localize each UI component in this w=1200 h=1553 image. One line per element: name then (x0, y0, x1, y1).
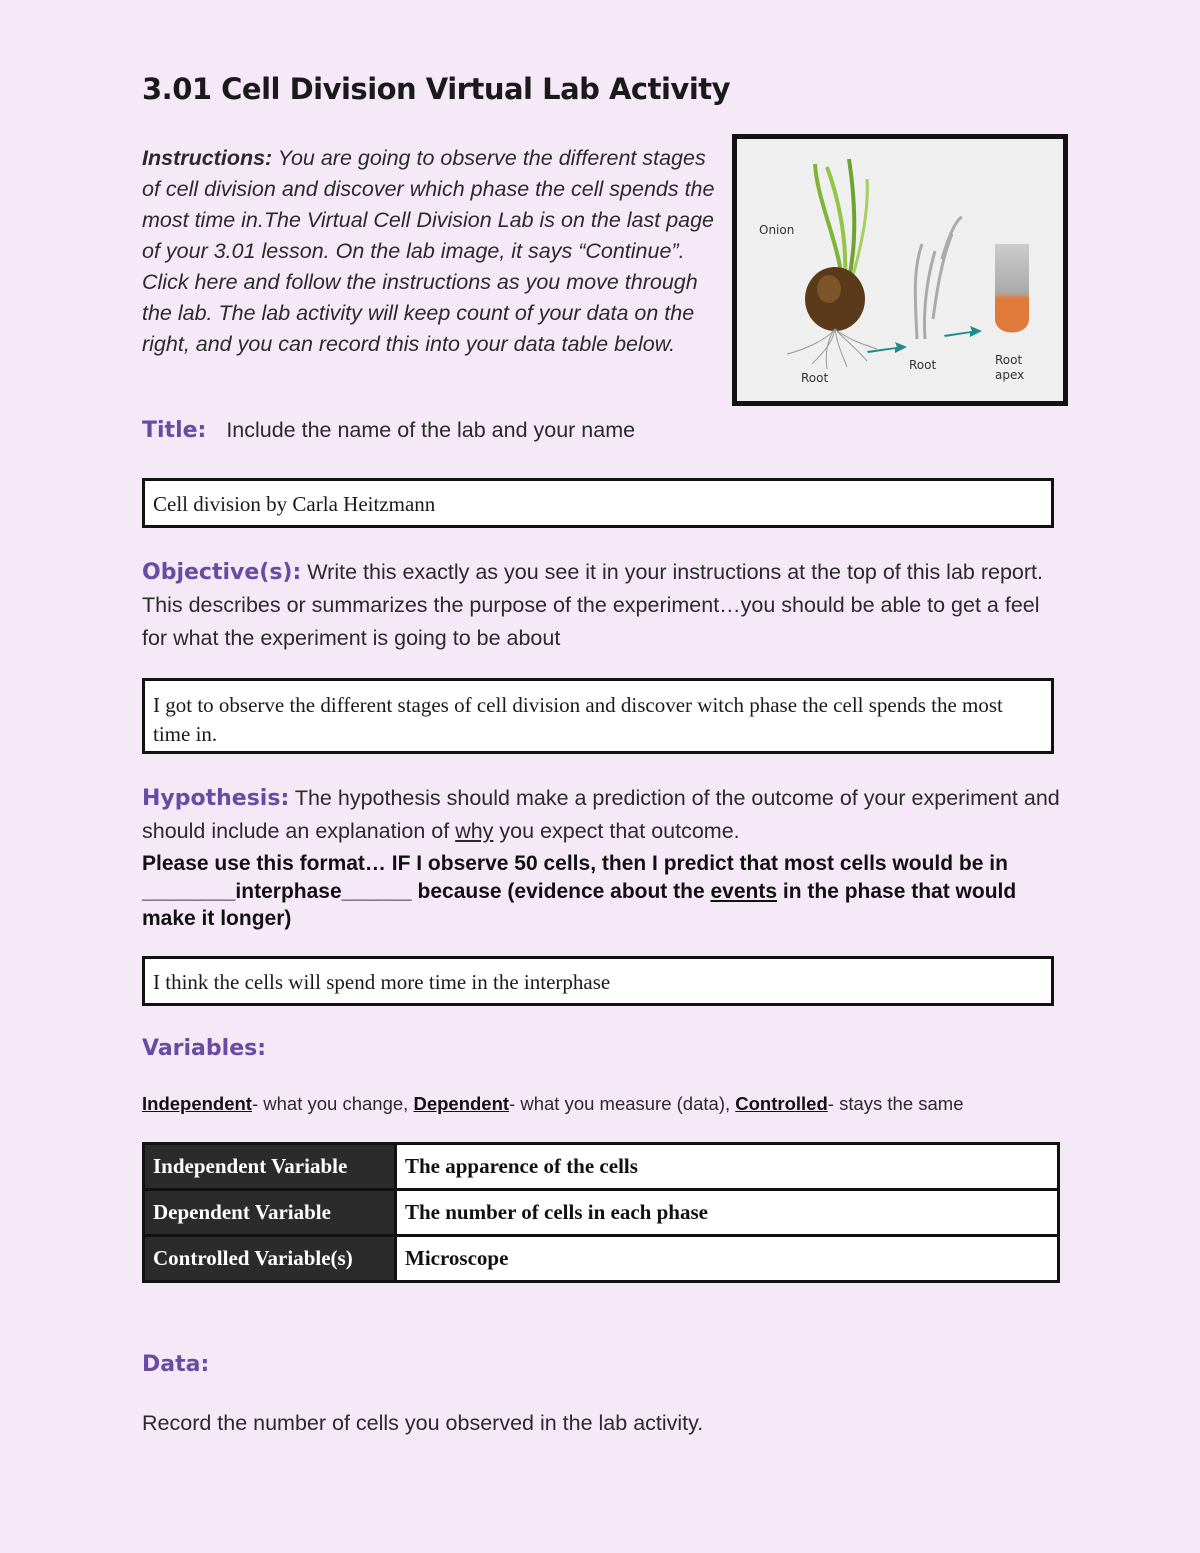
hypothesis-hint-why: why (455, 819, 494, 843)
objective-label: Objective(s): (142, 560, 302, 585)
title-section (142, 418, 635, 443)
onion-root-figure (732, 134, 1068, 406)
objective-hint: Write this exactly as you see it in your instructions at the top of this lab report. This describes or summarizes the purpose of the experiment…you should be able to get a feel for what the experiment is going to be about (142, 560, 1043, 650)
title-label: Title: (142, 418, 207, 443)
onion-root-illustration (737, 139, 1063, 401)
hypothesis-format-events: events (710, 879, 778, 903)
title-answer-field[interactable]: Cell division by Carla Heitzmann (142, 478, 1054, 528)
controlled-variable-value[interactable]: Microscope (396, 1236, 1059, 1282)
label-root-2: Root (909, 358, 937, 372)
table-row (144, 1236, 1059, 1282)
hypothesis-answer-field[interactable]: I think the cells will spend more time in the interphase (142, 956, 1054, 1006)
hypothesis-format-a: Please use this format… IF I observe 50 cells, then I predict that most cells would be in ________interphase______ because (evidence about the (142, 852, 1008, 903)
instructions-text: You are going to observe the different stages of cell division and discover which phase the cell spends the most time in.The Virtual Cell Division Lab is on the last page of your 3.01 lesson. On the lab image, it says “Continue”. Click here and follow the instructions as you move through the lab. The lab activity will keep count of your data on the right, and you can record this into your data table below. (142, 146, 715, 356)
hypothesis-format (142, 850, 1067, 933)
label-root-1: Root (801, 371, 829, 385)
hypothesis-section (142, 782, 1067, 848)
legend-dependent: Dependent (413, 1093, 510, 1114)
instructions-label: Instructions: (142, 146, 273, 170)
table-row (144, 1190, 1059, 1236)
label-root-apex-2: apex (995, 368, 1025, 382)
independent-variable-key: Independent Variable (144, 1144, 396, 1190)
data-label: Data: (142, 1352, 210, 1377)
dependent-variable-key: Dependent Variable (144, 1190, 396, 1236)
table-row (144, 1144, 1059, 1190)
label-onion: Onion (759, 223, 795, 237)
title-hint: Include the name of the lab and your name (226, 418, 636, 442)
objective-answer-field[interactable]: I got to observe the different stages of cell division and discover witch phase the cell spends the most time in. (142, 678, 1054, 754)
data-hint: Record the number of cells you observed in the lab activity. (142, 1411, 704, 1435)
hypothesis-hint-b: you expect that outcome. (499, 819, 740, 843)
legend-independent-desc: - what you change, (251, 1093, 409, 1114)
independent-variable-value[interactable]: The apparence of the cells (396, 1144, 1059, 1190)
hypothesis-label: Hypothesis: (142, 786, 290, 811)
legend-independent: Independent (142, 1093, 252, 1114)
variables-legend (142, 1093, 963, 1115)
variables-label: Variables: (142, 1036, 267, 1061)
label-root-apex-1: Root (995, 353, 1023, 367)
instructions-paragraph (142, 143, 722, 360)
legend-controlled-desc: - stays the same (827, 1093, 964, 1114)
hypothesis-hint-a: The hypothesis should make a prediction of the outcome of your experiment and should include an explanation of (142, 786, 1060, 843)
variables-table (142, 1142, 1060, 1283)
document-title: 3.01 Cell Division Virtual Lab Activity (142, 72, 731, 106)
legend-controlled: Controlled (735, 1093, 828, 1114)
dependent-variable-value[interactable]: The number of cells in each phase (396, 1190, 1059, 1236)
objective-section (142, 556, 1067, 655)
controlled-variable-key: Controlled Variable(s) (144, 1236, 396, 1282)
hypothesis-format-b: in the phase that would make it longer) (142, 879, 1017, 930)
legend-dependent-desc: - what you measure (data), (509, 1093, 731, 1114)
